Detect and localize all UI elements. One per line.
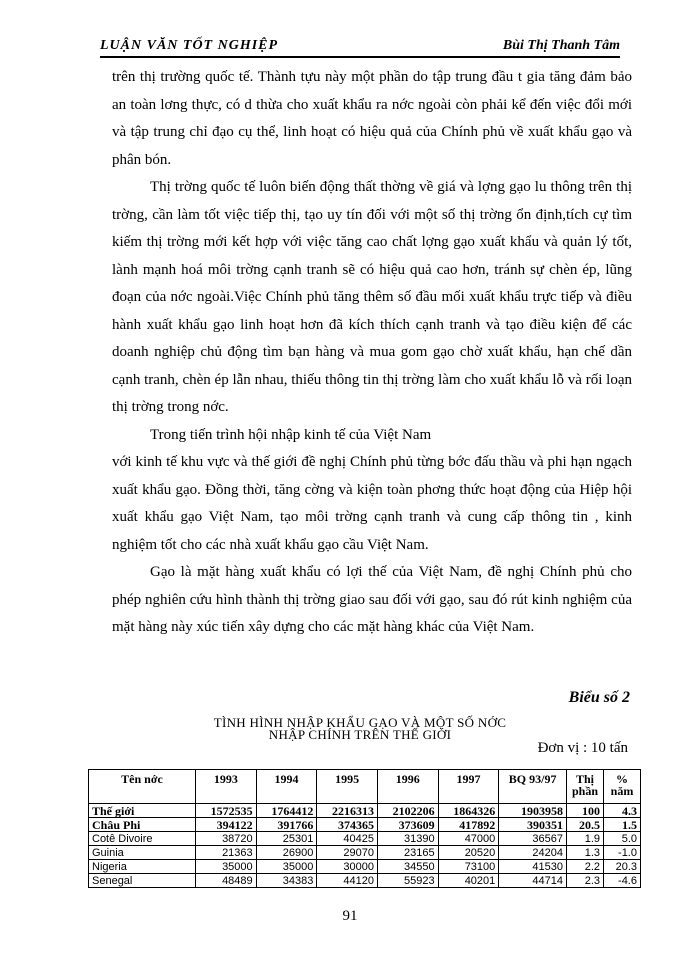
column-header: Tên nớc [89,770,196,804]
table-row [89,832,641,846]
cell-value: 30000 [317,860,378,874]
column-header: % năm [604,770,641,804]
cell-value: 34383 [256,874,317,888]
cell-value: 1.9 [567,832,604,846]
body-text [112,64,632,642]
cell-value: 38720 [196,832,257,846]
cell-value: 390351 [499,818,567,832]
paragraph-5: Gạo là mặt hàng xuất khẩu có lợi thế của Việt Nam, đề nghị Chính phủ cho phép nghiên cứu hình thành thị trờng giao sau đối với gạo, sau đó rút kinh nghiệm của mặt hàng này xúc tiến xây dựng cho các mặt hàng khác của Việt Nam. [112,564,632,635]
cell-value: 48489 [196,874,257,888]
column-header: 1997 [438,770,499,804]
cell-value: 100 [567,804,604,818]
cell-country: Guinia [89,846,196,860]
cell-value: 374365 [317,818,378,832]
cell-value: 73100 [438,860,499,874]
cell-value: 34550 [377,860,438,874]
cell-value: 391766 [256,818,317,832]
table-header-row [89,770,641,804]
cell-value: 21363 [196,846,257,860]
cell-value: 31390 [377,832,438,846]
cell-value: 55923 [377,874,438,888]
cell-value: 20520 [438,846,499,860]
table-row [89,846,641,860]
cell-value: 20.3 [604,860,641,874]
cell-value: 1864326 [438,804,499,818]
cell-value: 44714 [499,874,567,888]
column-header: 1994 [256,770,317,804]
cell-country: Cotê Divoire [89,832,196,846]
cell-value: 1.3 [567,846,604,860]
cell-value: 1764412 [256,804,317,818]
cell-value: 4.3 [604,804,641,818]
cell-country: Châu Phi [89,818,196,832]
cell-value: 394122 [196,818,257,832]
cell-value: -4.6 [604,874,641,888]
cell-value: 25301 [256,832,317,846]
cell-value: 373609 [377,818,438,832]
cell-value: 35000 [256,860,317,874]
column-header: 1996 [377,770,438,804]
cell-value: 40201 [438,874,499,888]
header-rule [100,56,620,58]
table-title-line-1: TÌNH HÌNH NHẬP KHẨU GẠO VÀ MỘT SỐ NỚC [213,715,507,730]
paragraph-3: Trong tiến trình hội nhập kinh tế của Việt Nam [150,426,432,443]
cell-value: 1903958 [499,804,567,818]
cell-value: 1572535 [196,804,257,818]
cell-value: 29070 [317,846,378,860]
cell-country: Senegal [89,874,196,888]
paragraph-2: Thị trờng quốc tế luôn biến động thất thờng về giá và lợng gạo lu thông trên thị trờng, cần làm tốt việc tiếp thị, tạo uy tín đối với một số thị trờng ổn định,tích cự tìm kiếm thị trờng mới kết hợp với việc tăng cao chất lợng gạo xuất khẩu và quản lý tốt, lành mạnh hoá môi trờng cạnh tranh sẽ có hiệu quả cao hơn, tránh sự chèn ép, lũng đoạn của nớc ngoài.Việc Chính phủ tăng thêm số đầu mối xuất khẩu trực tiếp và điều hành xuất khẩu gạo linh hoạt hơn đã kích thích cạnh tranh và tạo điều kiện để các doanh nghiệp chủ động tìm bạn hàng và mua gom gạo chờ xuất khẩu, hạn chế dần cạnh tranh, chèn ép lẫn nhau, thiếu thông tin thị trờng làm cho xuất khẩu lỗ và rối loạn thị trờng trong nớc. [112,179,632,415]
table-title-line-2: NHẬP CHÍNH TRÊN THẾ GIỚI [268,727,452,742]
column-header: BQ 93/97 [499,770,567,804]
table-row [89,818,641,832]
cell-value: 26900 [256,846,317,860]
cell-value: -1.0 [604,846,641,860]
cell-value: 23165 [377,846,438,860]
column-header: Thị phần [567,770,604,804]
author-name: Bùi Thị Thanh Tâm [502,38,620,53]
table-row [89,804,641,818]
cell-value: 40425 [317,832,378,846]
cell-value: 44120 [317,874,378,888]
cell-value: 2.2 [567,860,604,874]
column-header: 1995 [317,770,378,804]
table-unit: Đơn vị : 10 tấn [537,740,628,756]
cell-value: 417892 [438,818,499,832]
page-number: 91 [342,908,358,924]
cell-country: Thế giới [89,804,196,818]
cell-value: 41530 [499,860,567,874]
cell-value: 5.0 [604,832,641,846]
table-row [89,860,641,874]
rice-import-table [88,769,641,888]
table-label: Biểu số 2 [568,689,630,706]
table-row [89,874,641,888]
cell-value: 2216313 [317,804,378,818]
cell-value: 24204 [499,846,567,860]
table-title [160,717,560,741]
cell-value: 36567 [499,832,567,846]
cell-value: 1.5 [604,818,641,832]
cell-value: 2102206 [377,804,438,818]
page-header [100,36,620,58]
cell-value: 35000 [196,860,257,874]
cell-value: 20.5 [567,818,604,832]
paragraph-4: với kinh tế khu vực và thế giới đề nghị Chính phủ từng bớc đấu thầu và phi hạn ngạch xuất khẩu gạo. Đồng thời, tăng cờng và kiện toàn phơng thức hoạt động của Hiệp hội xuất khẩu gạo Việt Nam, tạo môi trờng cạnh tranh và cung cấp thông tin , kinh nghiệm tốt cho các nhà xuất khẩu gạo cầu Việt Nam. [112,454,632,553]
cell-value: 47000 [438,832,499,846]
cell-country: Nigeria [89,860,196,874]
thesis-title: LUẬN VĂN TỐT NGHIỆP [100,38,279,53]
column-header: 1993 [196,770,257,804]
paragraph-1: trên thị trường quốc tế. Thành tựu này một phần do tập trung đầu t gia tăng đảm bảo an toàn lơng thực, có d thừa cho xuất khẩu ra nớc ngoài còn phải kể đến việc đổi mới và tập trung chỉ đạo cụ thể, linh hoạt có hiệu quả của Chính phủ về xuất khẩu gạo và phân bón. [112,69,632,168]
cell-value: 2.3 [567,874,604,888]
